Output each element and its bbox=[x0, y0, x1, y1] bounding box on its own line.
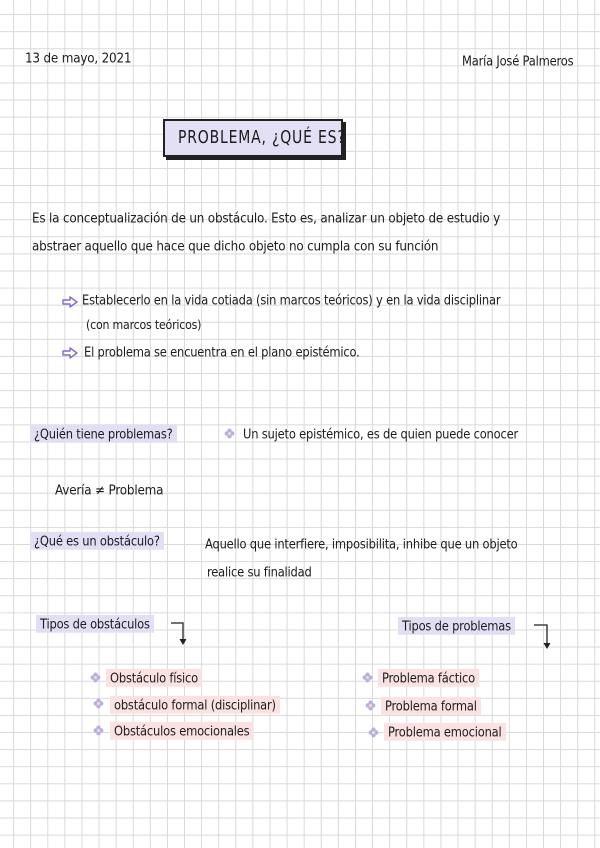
definition-line-2: abstraer aquello que hace que dicho objeto no cumpla con su función bbox=[32, 238, 439, 254]
question-what-is-obstacle: ¿Qué es un obstáculo? bbox=[30, 533, 164, 549]
obstacle-type-item: Obstáculo físico bbox=[106, 670, 202, 686]
flower-bullet-icon bbox=[365, 700, 376, 711]
arrow-down-icon bbox=[170, 620, 190, 646]
bullet-1-line-2: (con marcos teóricos) bbox=[86, 318, 202, 333]
arrow-right-icon bbox=[62, 347, 78, 359]
answer-who-has-problems: Un sujeto epistémico, es de quien puede conocer bbox=[243, 426, 518, 442]
problem-type-item: Problema fáctico bbox=[378, 670, 479, 686]
problem-types-heading: Tipos de problemas bbox=[398, 618, 515, 634]
question-who-has-problems: ¿Quién tiene problemas? bbox=[30, 426, 177, 442]
definition-line-1: Es la conceptualización de un obstáculo. Esto es, analizar un objeto de estudio y bbox=[32, 210, 501, 226]
note-date: 13 de mayo, 2021 bbox=[25, 50, 132, 66]
obstacle-type-item: obstáculo formal (disciplinar) bbox=[110, 697, 280, 713]
arrow-right-icon bbox=[62, 296, 78, 308]
page-title: PROBLEMA, ¿QUÉ ES? bbox=[178, 128, 346, 148]
flower-bullet-icon bbox=[362, 672, 373, 683]
answer-obstacle-line-1: Aquello que interfiere, imposibilita, inhibe que un objeto bbox=[205, 536, 518, 552]
note-author: María José Palmeros bbox=[462, 53, 574, 69]
comparison-averia-problema: Avería ≠ Problema bbox=[55, 482, 164, 498]
flower-bullet-icon bbox=[90, 672, 101, 683]
arrow-down-icon bbox=[533, 622, 553, 650]
problem-type-item: Problema formal bbox=[381, 698, 481, 714]
obstacle-types-heading: Tipos de obstáculos bbox=[36, 616, 154, 632]
flower-bullet-icon bbox=[93, 698, 104, 709]
obstacle-type-item: Obstáculos emocionales bbox=[110, 723, 253, 739]
bullet-2-line-1: El problema se encuentra en el plano epistémico. bbox=[84, 344, 360, 360]
problem-type-item: Problema emocional bbox=[384, 724, 506, 740]
flower-bullet-icon bbox=[224, 428, 235, 439]
answer-obstacle-line-2: realice su finalidad bbox=[207, 564, 312, 580]
bullet-1-line-1: Establecerlo en la vida cotiada (sin marcos teóricos) y en la vida disciplinar bbox=[82, 292, 501, 308]
flower-bullet-icon bbox=[93, 725, 104, 736]
flower-bullet-icon bbox=[368, 727, 379, 738]
